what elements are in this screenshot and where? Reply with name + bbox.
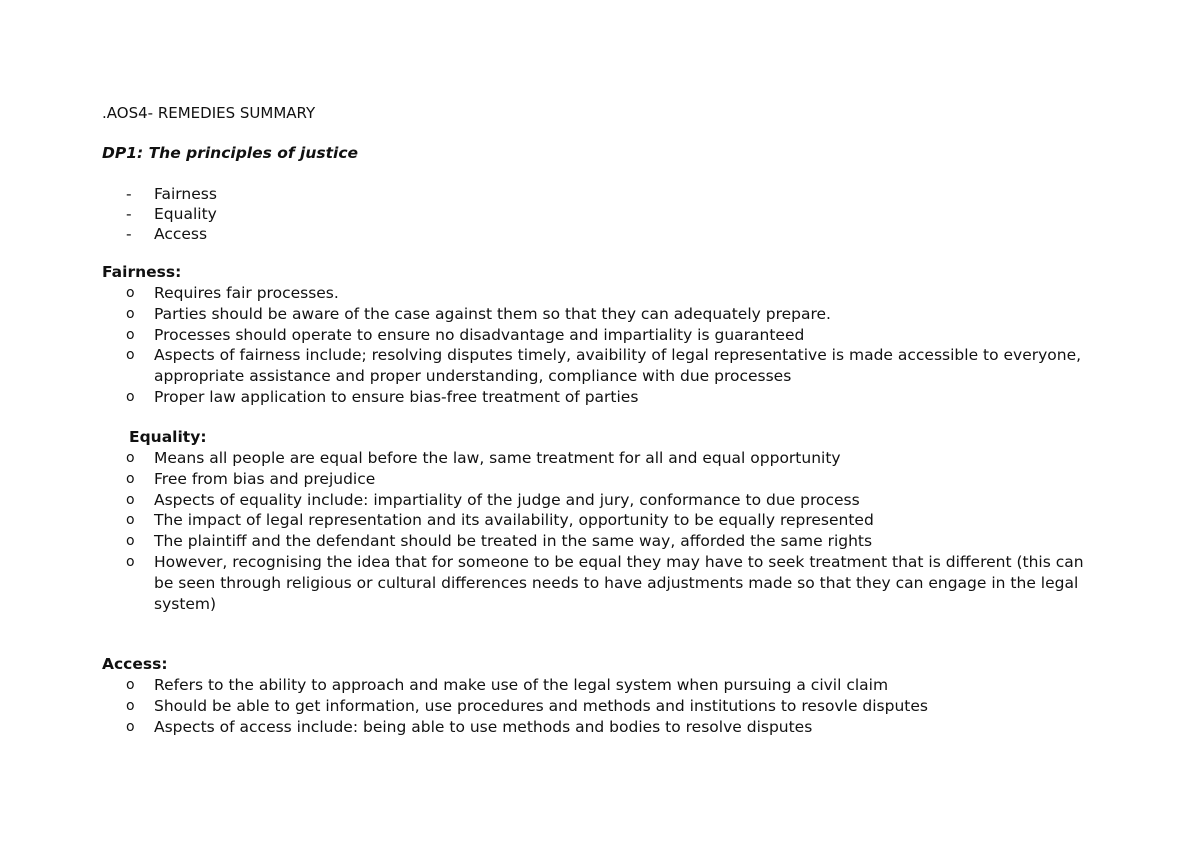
circle-bullet-icon: o: [126, 450, 135, 466]
document-title: .AOS4- REMEDIES SUMMARY: [102, 104, 316, 122]
list-item: [126, 448, 1104, 469]
dash-bullet: -: [126, 205, 132, 223]
list-item: [126, 552, 1104, 614]
principle-label: Equality: [154, 205, 217, 223]
principle-label: Fairness: [154, 185, 217, 203]
list-item: [126, 184, 217, 204]
list-item-text: The impact of legal representation and its availability, opportunity to be equally represented: [154, 511, 874, 530]
principles-list: [126, 184, 217, 244]
list-item-text: Free from bias and prejudice: [154, 469, 376, 488]
list-item-text: However, recognising the idea that for someone to be equal they may have to seek treatment that is different (this can be seen through religious or cultural differences needs to have adjustments made so that they can engage in the legal system): [154, 552, 1084, 613]
list-item-text: The plaintiff and the defendant should be treated in the same way, afforded the same rights: [154, 532, 873, 551]
circle-bullet-icon: o: [126, 285, 135, 301]
circle-bullet-icon: o: [126, 718, 135, 735]
list-item: [126, 696, 1104, 717]
list-item: [126, 304, 1104, 325]
dp1-heading: DP1: The principles of justice: [102, 144, 359, 162]
list-item: [126, 531, 1104, 552]
circle-bullet-icon: o: [126, 697, 135, 714]
list-item-text: Parties should be aware of the case against them so that they can adequately prepare.: [154, 304, 831, 323]
access-heading: Access:: [102, 655, 168, 673]
list-item-text: Should be able to get information, use procedures and methods and institutions to resovle disputes: [154, 696, 928, 715]
equality-heading: Equality:: [129, 428, 207, 446]
list-item: [126, 345, 1104, 387]
circle-bullet-icon: o: [126, 326, 135, 343]
principle-label: Access: [154, 225, 208, 243]
list-item-text: Refers to the ability to approach and make use of the legal system when pursuing a civil claim: [154, 676, 889, 694]
list-item-text: Proper law application to ensure bias-free treatment of parties: [154, 387, 639, 406]
list-item: [126, 224, 217, 244]
access-list: [126, 675, 1104, 737]
circle-bullet-icon: o: [126, 347, 135, 364]
fairness-list: [126, 283, 1104, 408]
circle-bullet-icon: o: [126, 553, 135, 570]
circle-bullet-icon: o: [126, 470, 135, 487]
circle-bullet-icon: o: [126, 305, 135, 322]
circle-bullet-icon: o: [126, 388, 135, 405]
list-item: [126, 469, 1104, 490]
list-item: [126, 510, 1104, 531]
circle-bullet-icon: o: [126, 512, 135, 529]
list-item: [126, 387, 1104, 408]
dash-bullet: -: [126, 225, 132, 243]
list-item: [126, 283, 1104, 304]
list-item: [126, 204, 217, 224]
equality-list: [126, 448, 1104, 614]
list-item: [126, 717, 1104, 738]
list-item-text: Aspects of fairness include; resolving disputes timely, avaibility of legal representative is made accessible to everyone, appropriate assistance and proper understanding, compliance with due processes: [154, 346, 1082, 386]
circle-bullet-icon: o: [126, 533, 135, 550]
circle-bullet-icon: o: [126, 491, 135, 508]
fairness-heading: Fairness:: [102, 263, 182, 281]
list-item-text: Aspects of access include: being able to use methods and bodies to resolve disputes: [154, 717, 813, 736]
dash-bullet: -: [126, 185, 132, 203]
list-item-text: Means all people are equal before the law, same treatment for all and equal opportunity: [154, 449, 841, 467]
list-item-text: Processes should operate to ensure no disadvantage and impartiality is guaranteed: [154, 325, 805, 344]
list-item-text: Requires fair processes.: [154, 284, 339, 302]
list-item: [126, 675, 1104, 696]
list-item-text: Aspects of equality include: impartiality of the judge and jury, conformance to due process: [154, 490, 860, 509]
circle-bullet-icon: o: [126, 677, 135, 693]
list-item: [126, 490, 1104, 511]
list-item: [126, 325, 1104, 346]
